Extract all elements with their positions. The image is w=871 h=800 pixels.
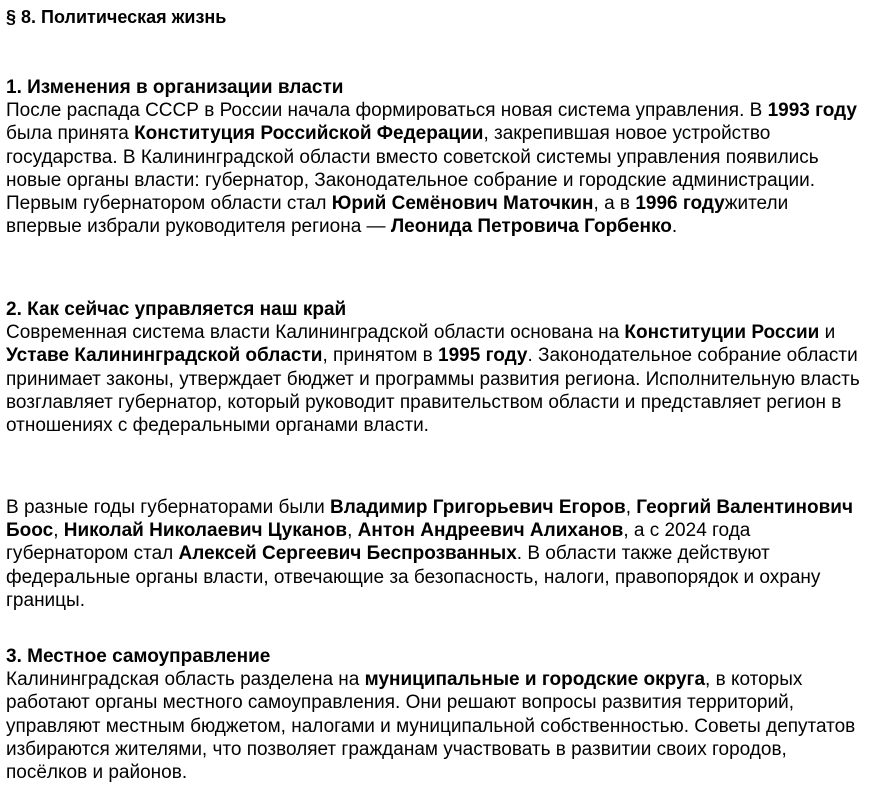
text-run: После распада СССР в России начала формироваться новая система управления. В xyxy=(6,100,768,122)
text-run: В разные годы губернаторами были xyxy=(6,497,331,518)
bold-text-run: Юрий Семёнович Маточкин xyxy=(331,193,594,215)
bold-text-run: Георгий Валентинович Боос xyxy=(6,497,854,542)
section-heading: 1. Изменения в организации власти xyxy=(6,77,344,98)
bold-text-run: 1995 году xyxy=(438,345,528,367)
bold-text-run: Николай Николаевич Цуканов xyxy=(63,520,348,542)
text-run: Современная система власти Калининградской области основана на xyxy=(6,322,625,344)
section-paragraph xyxy=(6,496,867,612)
section-paragraph xyxy=(6,668,867,784)
text-run: . xyxy=(671,216,678,238)
section-organization-of-power xyxy=(6,76,867,238)
text-run: , а в xyxy=(593,193,636,215)
text-run: и xyxy=(819,322,836,344)
text-run: , а с 2024 года губернатором стал xyxy=(6,520,751,565)
text-run: , xyxy=(347,520,358,542)
section-paragraph xyxy=(6,321,867,437)
text-run: была принята xyxy=(6,123,135,145)
bold-text-run: Алексей Сергеевич Беспрозванных xyxy=(178,543,517,565)
bold-text-run: Леонида Петровича Горбенко xyxy=(390,216,672,238)
text-run: , в которых работают органы местного самоуправления. Они решают вопросы развития территорий, управляют местным бюджетом, налогами и муниципальной собственностью. Советы депутатов избираются жителями, что позволяет гражданам участвовать в развитии своих городов, посёлков и районов. xyxy=(6,669,856,784)
text-run: , xyxy=(53,520,64,542)
bold-text-run: Владимир Григорьевич Егоров xyxy=(330,497,626,518)
bold-text-run: Конституции России xyxy=(624,322,820,344)
bold-text-run: 1993 году xyxy=(767,100,858,122)
bold-text-run: Конституция Российской Федерации xyxy=(134,123,484,145)
bold-text-run: Антон Андреевич Алиханов xyxy=(357,520,624,542)
text-run: Калининградская область разделена на xyxy=(6,669,365,691)
text-run: , принятом в xyxy=(322,345,439,367)
section-local-self-government xyxy=(6,645,867,784)
section-heading: 3. Местное самоуправление xyxy=(6,646,271,667)
bold-text-run: муниципальные и городские округа xyxy=(364,669,706,691)
section-governors xyxy=(6,496,867,612)
section-heading: 2. Как сейчас управляется наш край xyxy=(6,299,347,320)
section-paragraph xyxy=(6,99,867,238)
text-run: , xyxy=(625,497,637,518)
section-current-governance xyxy=(6,298,867,437)
bold-text-run: 1996 году xyxy=(635,193,725,215)
text-run: , закрепившая новое устройство государства. В Калининградской области вместо советской системы управления появились новые органы власти: губернатор, Законодательное собрание и городские администрации. Первым губернатором области стал xyxy=(6,123,819,215)
page-title: § 8. Политическая жизнь xyxy=(6,7,227,27)
text-run: . В области также действуют федеральные органы власти, отвечающие за безопасность, налоги, правопорядок и охрану границы. xyxy=(6,543,821,611)
text-run: . Законодательное собрание области принимает законы, утверждает бюджет и программы развития региона. Исполнительную власть возглавляет губернатор, который руководит правительством области и представляет регион в отношениях с федеральными органами власти. xyxy=(6,345,860,437)
text-run: жители впервые избрали руководителя региона — xyxy=(6,193,789,238)
bold-text-run: Уставе Калининградской области xyxy=(6,345,323,367)
